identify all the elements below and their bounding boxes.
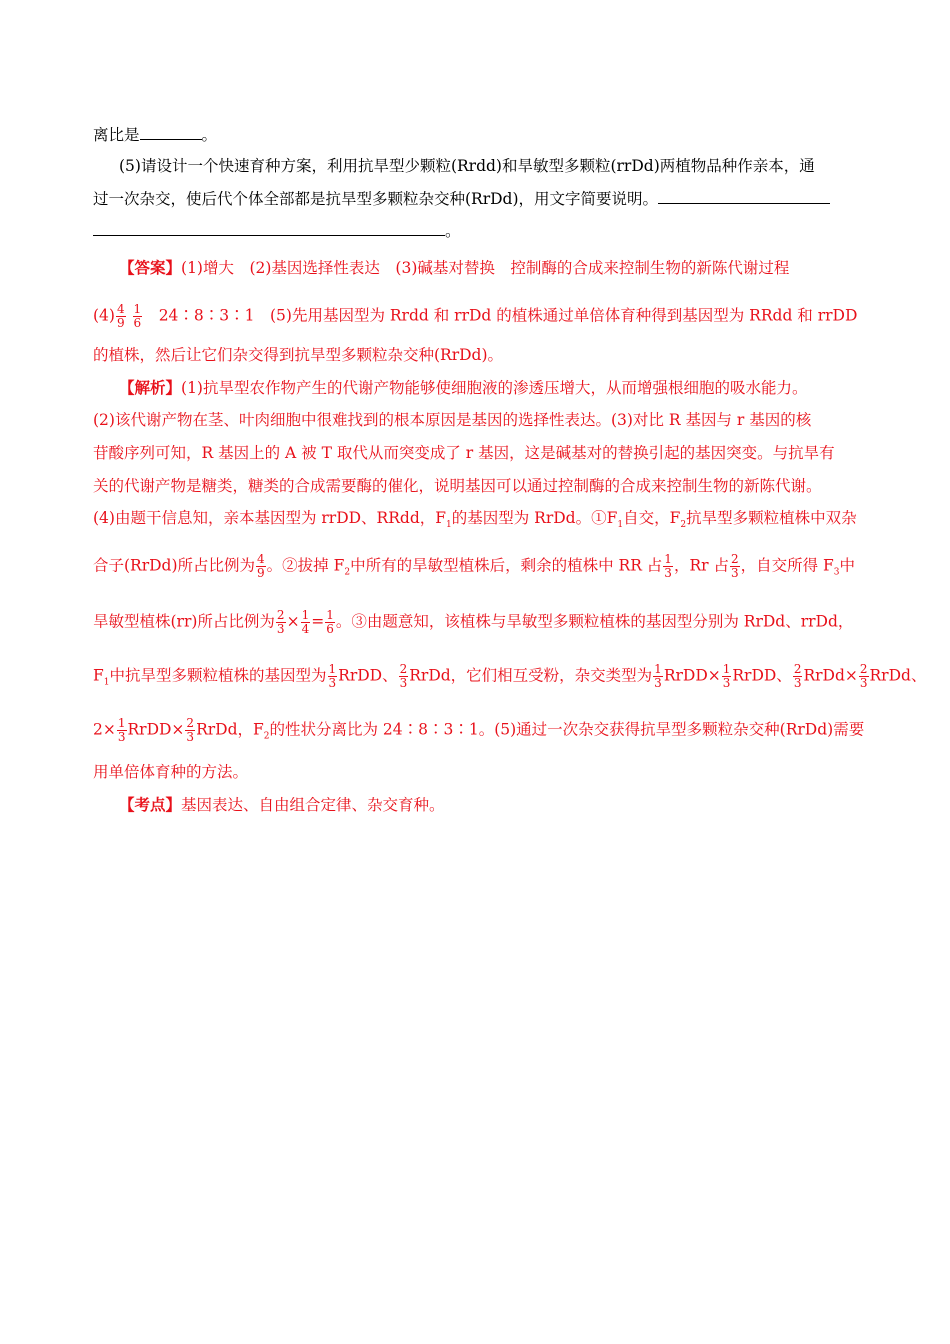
fraction: $\frac{1}{3}$ — [328, 662, 337, 690]
answer-line-1: 【答案】(1)增大 (2)基因选择性表达 (3)碱基对替换 控制酶的合成来控制生物的新陈代谢过程 — [119, 258, 790, 277]
answer-tag: 【答案】 — [119, 258, 182, 277]
fraction: $\frac{1}{3}$ — [654, 662, 662, 690]
answer-blank — [93, 220, 445, 236]
analysis-line-4: 关的代谢产物是糖类，糖类的合成需要酶的催化，说明基因可以通过控制酶的合成来控制生物的新陈代谢。 — [93, 477, 822, 495]
analysis-line-2: (2)该代谢产物在茎、叶肉细胞中很难找到的根本原因是基因的选择性表达。(3)对比 R 基因与 r 基因的核 — [93, 411, 812, 429]
fraction: $\frac{4}{9}$ — [257, 552, 265, 580]
answer-line-2: (4) $\frac{4}{9}$ $\frac{1}{6}$ 24∶8∶3∶1 (5)先用基因型为 Rrdd 和 rrDd 的植株通过单倍体育种得到基因型为 RRdd 和 rrDD — [93, 302, 858, 330]
analysis-line-7: 旱敏型植株(rr)所占比例为 $\frac{2}{3}$ × $\frac{1}{4}$ = $\frac{1}{6}$ 。③由题意知，该植株与旱敏型多颗粒植株的基因型分别为 RrDd、rrDd， — [93, 608, 854, 636]
fraction: $\frac{1}{3}$ — [664, 552, 672, 580]
analysis-tag: 【解析】 — [119, 378, 182, 397]
question-line-1: 离比是 。 — [93, 126, 218, 144]
fraction: $\frac{2}{3}$ — [859, 662, 868, 690]
analysis-line-1: 【解析】(1)抗旱型农作物产生的代谢产物能够使细胞液的渗透压增大，从而增强根细胞的吸水能力。 — [119, 378, 808, 397]
analysis-line-6: 合子(RrDd)所占比例为 $\frac{4}{9}$ 。②拔掉 $F_2$中所有的旱敏型植株后，剩余的植株中 RR 占 $\frac{1}{3}$ ，Rr 占 $\frac{2}{3}$ ，自交所得 $F_3$中 — [93, 552, 856, 580]
analysis-line-5: (4)由题干信息知，亲本基因型为 rrDD、RRdd，$F_1$的基因型为 RrDd。$①F_1$自交，$F_2$抗旱型多颗粒植株中双杂 — [93, 509, 857, 531]
analysis-line-10: 用单倍体育种的方法。 — [93, 763, 249, 781]
question-5-line-1: (5)请设计一个快速育种方案，利用抗旱型少颗粒(Rrdd)和旱敏型多颗粒(rrDd)两植物品种作亲本，通 — [119, 157, 815, 175]
fraction: $\frac{1}{6}$ — [326, 608, 334, 636]
analysis-line-9: 2× $\frac{1}{3}$ RrDD× $\frac{2}{3}$ RrDd，$F_2$的性状分离比为 24∶8∶3∶1。(5)通过一次杂交获得抗旱型多颗粒杂交种(RrDd)需要 — [93, 716, 865, 744]
question-5-line-3: 。 — [93, 220, 461, 241]
fraction: $\frac{2}{3}$ — [276, 608, 285, 636]
analysis-line-3: 苷酸序列可知，R 基因上的 A 被 T 取代从而突变成了 r 基因，这是碱基对的替换引起的基因突变。与抗旱有 — [93, 444, 835, 462]
answer-line-3: 的植株，然后让它们杂交得到抗旱型多颗粒杂交种(RrDd)。 — [93, 346, 504, 364]
analysis-line-8: $F_1$中抗旱型多颗粒植株的基因型为 $\frac{1}{3}$ RrDD、 $\frac{2}{3}$ RrDd，它们相互受粉，杂交类型为 $\frac{1}{3}$ RrDD× $\frac{1}{3}$ RrDD、 $\frac{2}{3}$ RrDd× $\frac{2}{3}$ RrDd、 — [93, 662, 927, 690]
fraction: $\frac{1}{4}$ — [301, 608, 310, 636]
fraction: $\frac{1}{6}$ — [133, 302, 142, 330]
kaodian-tag: 【考点】 — [119, 795, 182, 814]
answer-blank — [658, 188, 830, 204]
fraction: $\frac{2}{3}$ — [399, 662, 408, 690]
fraction: $\frac{2}{3}$ — [186, 716, 195, 744]
kaodian-line: 【考点】基因表达、自由组合定律、杂交育种。 — [119, 795, 445, 814]
answer-blank — [140, 124, 202, 140]
fraction: $\frac{1}{3}$ — [117, 716, 126, 744]
fraction: $\frac{4}{9}$ — [116, 302, 125, 330]
fraction: $\frac{1}{3}$ — [722, 662, 731, 690]
fraction: $\frac{2}{3}$ — [793, 662, 802, 690]
fraction: $\frac{2}{3}$ — [730, 552, 739, 580]
question-5-line-2: 过一次杂交，使后代个体全部都是抗旱型多颗粒杂交种(RrDd)，用文字简要说明。 — [93, 188, 830, 209]
